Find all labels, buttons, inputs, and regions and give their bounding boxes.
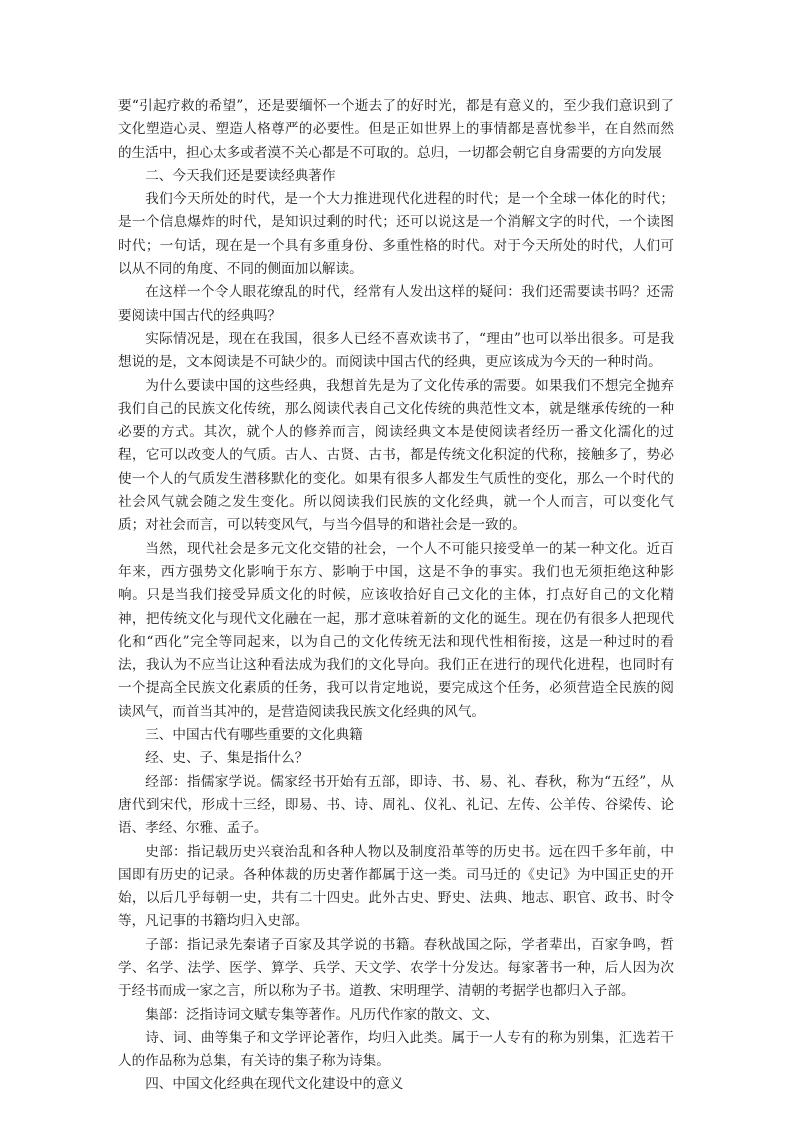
paragraph: 为什么要读中国的这些经典，我想首先是为了文化传承的需要。如果我们不想完全抛弃我们自己的民族文化传统，那么阅读代表自己文化传统的典范性文本，就是继承传统的一种必要的方式。其次，就个人的修养而言，阅读经典文本是使阅读者经历一番文化濡化的过程，它可以改变人的气质。古人、古贤、古书，都是传统文化积淀的代称，接触多了，势必使一个人的气质发生潜移默化的变化。如果有很多人都发生气质性的变化，那么一个时代的社会风气就会随之发生变化。所以阅读我们民族的文化经典，就一个人而言，可以变化气质；对社会而言，可以转变风气，与当今倡导的和谐社会是一致的。 — [118, 377, 674, 534]
paragraph: 在这样一个令人眼花缭乱的时代，经常有人发出这样的疑问：我们还需要读书吗？还需要阅读中国古代的经典吗？ — [118, 284, 674, 324]
paragraph: 我们今天所处的时代，是一个大力推进现代化进程的时代；是一个全球一体化的时代；是一个信息爆炸的时代，是知识过剩的时代；还可以说这是一个消解文字的时代，一个读图时代；一句话，现在是一个具有多重身份、多重性格的时代。对于今天所处的时代，人们可以从不同的角度、不同的侧面加以解读。 — [118, 191, 674, 278]
section-heading-4: 四、中国文化经典在现代文化建设中的意义 — [145, 1076, 404, 1093]
paragraph: 子部：指记录先秦诸子百家及其学说的书籍。春秋战国之际，学者辈出，百家争鸣，哲学、名学、法学、医学、算学、兵学、天文学、农学十分发达。每家著书一种，后人因为次于经书而成一家之言，所以称为子书。道教、宋明理学、清朝的考据学也都归入子部。 — [118, 936, 674, 1000]
section-heading-3: 三、中国古代有哪些重要的文化典籍 — [145, 727, 363, 744]
paragraph: 当然，现代社会是多元文化交错的社会，一个人不可能只接受单一的某一种文化。近百年来，西方强势文化影响于东方、影响于中国，这是不争的事实。我们也无须拒绝这种影响。只是当我们接受异质文化的时候，应该收拾好自己文化的主体，打点好自己的文化精神，把传统文化与现代文化融在一起，那才意味着新的文化的诞生。现在仍有很多人把现代化和“西化”完全等同起来，以为自己的文化传统无法和现代性相衔接，这是一种过时的看法，我认为不应当让这种看法成为我们的文化导向。我们正在进行的现代化进程，也同时有一个提高全民族文化素质的任务，我可以肯定地说，要完成这个任务，必须营造全民族的阅读风气，而首当其冲的，是营造阅读我民族文化经典的风气。 — [118, 540, 674, 720]
section-heading-2: 二、今天我们还是要读经典著作 — [145, 167, 336, 184]
paragraph: 实际情况是，现在在我国，很多人已经不喜欢读书了，“理由”也可以举出很多。可是我想说的是，文本阅读是不可缺少的。而阅读中国古代的经典，更应该成为今天的一种时尚。 — [118, 330, 674, 371]
paragraph-continuation: 要“引起疗救的希望”，还是要缅怀一个逝去了的好时光，都是有意义的，至少我们意识到了文化塑造心灵、塑造人格尊严的必要性。但是正如世界上的事情都是喜忧参半，在自然而然的生活中，担心太多或者漠不关心都是不可取的。总归，一切都会朝它自身需要的方向发展 — [118, 98, 674, 161]
paragraph: 诗、词、曲等集子和文学评论著作，均归入此类。属于一人专有的称为别集，汇选若干人的作品称为总集，有关诗的集子称为诗集。 — [118, 1029, 674, 1070]
paragraph: 集部：泛指诗词文赋专集等著作。凡历代作家的散文、文、 — [145, 1006, 499, 1023]
paragraph: 经、史、子、集是指什么？ — [145, 750, 309, 767]
paragraph: 史部：指记载历史兴衰治乱和各种人物以及制度沿革等的历史书。远在四千多年前，中国即有历史的记录。各种体裁的历史著作都属于这一类。司马迁的《史记》为中国正史的开始，以后几乎每朝一史，共有二十四史。此外古史、野史、法典、地志、职官、政书、时令等，凡记事的书籍均归入史部。 — [118, 843, 674, 930]
paragraph: 经部：指儒家学说。儒家经书开始有五部，即诗、书、易、礼、春秋，称为“五经”，从唐代到宋代，形成十三经，即易、书、诗、周礼、仪礼、礼记、左传、公羊传、谷梁传、论语、孝经、尔雅、孟子。 — [118, 773, 674, 837]
document-page — [118, 95, 674, 1097]
